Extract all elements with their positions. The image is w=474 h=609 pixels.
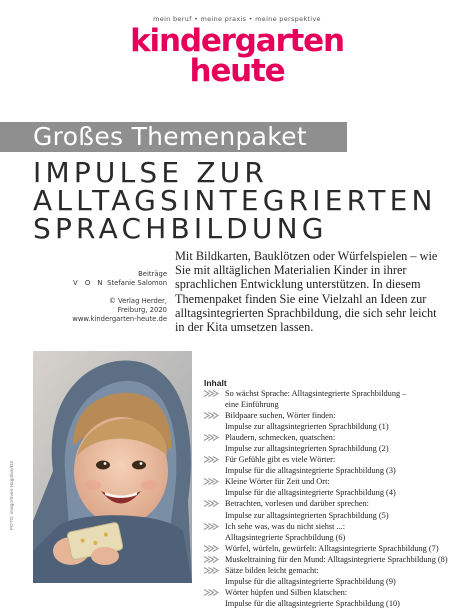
contents-item-subtitle: Impulse zur alltagsintegrierten Sprachbildung (5) (225, 510, 389, 520)
arrow-right-icon (204, 556, 220, 563)
contents-item[interactable] (204, 454, 466, 476)
arrow-right-icon (204, 589, 220, 596)
contents-item[interactable] (204, 498, 466, 520)
title-line-2: ALLTAGSINTEGRIERTEN (33, 184, 437, 217)
contents-item-subtitle: eine Einführung (225, 400, 279, 410)
lead-paragraph: Mit Bildkarten, Bauklötzen oder Würfelspielen – wie Sie mit alltäglichen Materialien Kinder in ihrer sprachlichen Entwicklung unterstützen. In diesem Themenpaket finden Sie eine Vielzahl an Ideen zur alltagsintegrierten Sprachbildung, die sich sehr leicht in der Kita umsetzen lassen. (175, 249, 438, 335)
masthead-tagline: mein beruf • meine praxis • meine perspektive (153, 15, 321, 23)
contents-item[interactable] (204, 587, 466, 609)
contents-item-title: Kleine Wörter für Zeit und Ort: (225, 477, 330, 487)
credits-author: Stefanie Salomon (107, 279, 167, 288)
arrow-right-icon (204, 390, 220, 397)
credits-author-line (72, 279, 167, 288)
contents-item-subtitle: Impulse für die alltagsintegrierte Sprachbildung (4) (225, 488, 396, 498)
contents-item-subtitle: Impulse zur alltagsintegrierten Sprachbildung (2) (225, 444, 389, 454)
child-photo (33, 351, 192, 583)
logo-heute: heute (189, 53, 285, 89)
title-line-3: SPRACHBILDUNG (33, 212, 328, 245)
child-photo-illustration (33, 351, 192, 583)
contents-item[interactable] (204, 543, 466, 554)
contents-item-subtitle: Alltagsintegrierte Sprachbildung (6) (225, 532, 346, 542)
credits-von: V O N (73, 279, 105, 288)
contents-item-title: Für Gefühle gibt es viele Wörter: (225, 455, 336, 465)
contents-item-title: Sätze bilden leicht gemacht: (225, 565, 319, 575)
banner-label: Großes Themenpaket (33, 122, 307, 151)
contents-item[interactable] (204, 388, 466, 410)
contents-list (204, 388, 466, 609)
contents-item-subtitle: Impulse zur alltagsintegrierten Sprachbildung (1) (225, 422, 389, 432)
contents-item[interactable] (204, 554, 466, 565)
credits-label: Beiträge (138, 270, 167, 278)
title-line-1: IMPULSE ZUR (33, 156, 269, 189)
contents-item[interactable] (204, 476, 466, 498)
contents-item-subtitle: Impulse für die alltagsintegrierte Sprachbildung (3) (225, 466, 396, 476)
logo-kindergarten: kindergarten (130, 23, 344, 59)
arrow-right-icon (204, 478, 220, 485)
contents-item-subtitle: Impulse für die alltagsintegrierte Sprachbildung (9) (225, 576, 396, 586)
arrow-right-icon (204, 523, 220, 530)
arrow-right-icon (204, 412, 220, 419)
contents-item-title: Betrachten, vorlesen und darüber sprechen: (225, 499, 369, 509)
contents-item-title: Würfel, würfeln, gewürfelt: Alltagsintegrierte Sprachbildung (7) (225, 543, 439, 553)
contents-item[interactable] (204, 432, 466, 454)
contents-item[interactable] (204, 410, 466, 432)
contents-item-title: Wörter hüpfen und Silben klatschen: (225, 587, 348, 597)
article-credits (72, 270, 167, 324)
arrow-right-icon (204, 545, 220, 552)
contents-item[interactable] (204, 565, 466, 587)
credits-place: Freiburg, 2020 (117, 305, 167, 314)
arrow-right-icon (204, 500, 220, 507)
section-banner (0, 122, 347, 152)
contents-item-title: So wächst Sprache: Alltagsintegrierte Sprachbildung – (225, 389, 407, 398)
contents-item-title: Plaudern, schmecken, quatschen: (225, 433, 336, 443)
contents-item[interactable] (204, 521, 466, 543)
contents-item-title: Ich sehe was, was du nicht siehst ...: (225, 521, 346, 531)
credits-copyright: © Verlag Herder, (108, 296, 167, 305)
contents-item-title: Bildpaare suchen, Wörter finden: (225, 411, 336, 421)
contents-heading: Inhalt (204, 378, 227, 388)
contents-item-subtitle: Impulse für die alltagsintegrierte Sprachbildung (10) (225, 598, 400, 608)
arrow-right-icon (204, 567, 220, 574)
credits-website[interactable]: www.kindergarten-heute.de (72, 315, 167, 324)
arrow-right-icon (204, 456, 220, 463)
photo-credit: FOTO: imago/Sven Hagolani/D3 (10, 461, 15, 530)
arrow-right-icon (204, 434, 220, 441)
contents-item-title: Muskeltraining für den Mund: Alltagsintegrierte Sprachbildung (8) (225, 554, 448, 564)
